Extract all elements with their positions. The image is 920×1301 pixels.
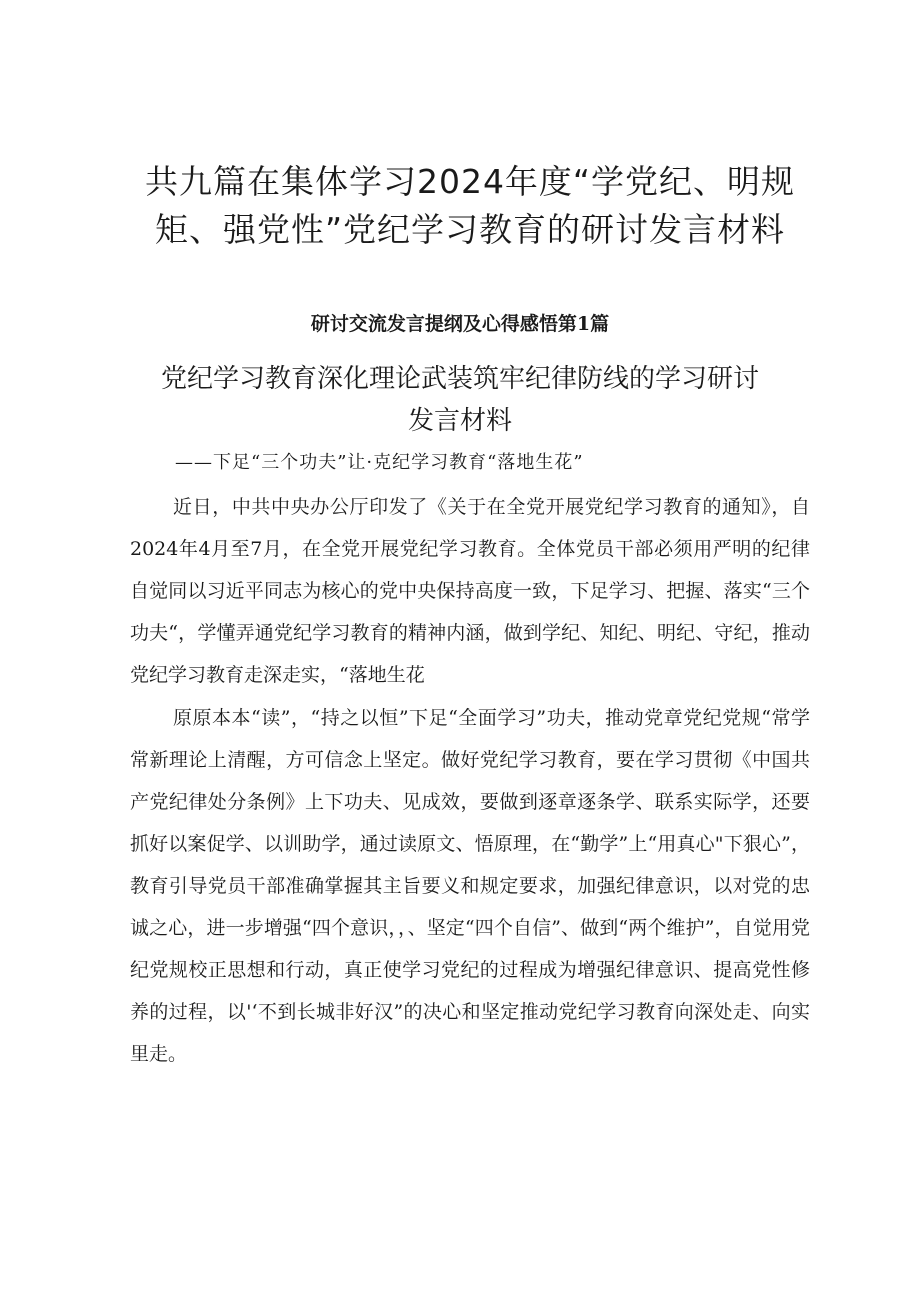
main-title: 共九篇在集体学习2024年度“学党纪、明规矩、强党性”党纪学习教育的研讨发言材料 (144, 162, 796, 249)
article-tagline: ——下足“三个功夫”让·克纪学习教育“落地生花” (175, 452, 584, 473)
body-paragraph-1: 近日，中共中央办公厅印发了《关于在全党开展党纪学习教育的通知》，自2024年4月至7月，在全党开展党纪学习教育。全体党员干部必须用严明的纪律自觉同以习近平同志为核心的党中央保持高度一致，下足学习、把握、落实“三个功夫“，学懂弄通党纪学习教育的精神内涵，做到学纪、知纪、明纪、守纪，推动党纪学习教育走深走实，“落地生花 (130, 496, 810, 686)
article-title: 党纪学习教育深化理论武装筑牢纪律防线的学习研讨发言材料 (160, 364, 759, 436)
section-subtitle: 研讨交流发言提纲及心得感悟第1篇 (310, 313, 610, 335)
body-paragraph-2: 原原本本“读”，“持之以恒”下足“全面学习”功夫，推动党章党纪党规“常学常新理论上清醒，方可信念上坚定。做好党纪学习教育，要在学习贯彻《中国共产党纪律处分条例》上下功夫、见成效，要做到逐章逐条学、联系实际学，还要抓好以案促学、以训助学，通过读原文、悟原理，在“勤学”上“用真心"下狠心”，教育引导党员干部准确掌握其主旨要义和规定要求，加强纪律意识，以对党的忠诚之心，进一步增强“四个意识，，、坚定“四个自信”、做到“两个维护”，自觉用党纪党规校正思想和行动，真正使学习党纪的过程成为增强纪律意识、提高党性修养的过程，以'‘不到长城非好汉”的决心和坚定推动党纪学习教育向深处走、向实里走。 (130, 707, 810, 1065)
